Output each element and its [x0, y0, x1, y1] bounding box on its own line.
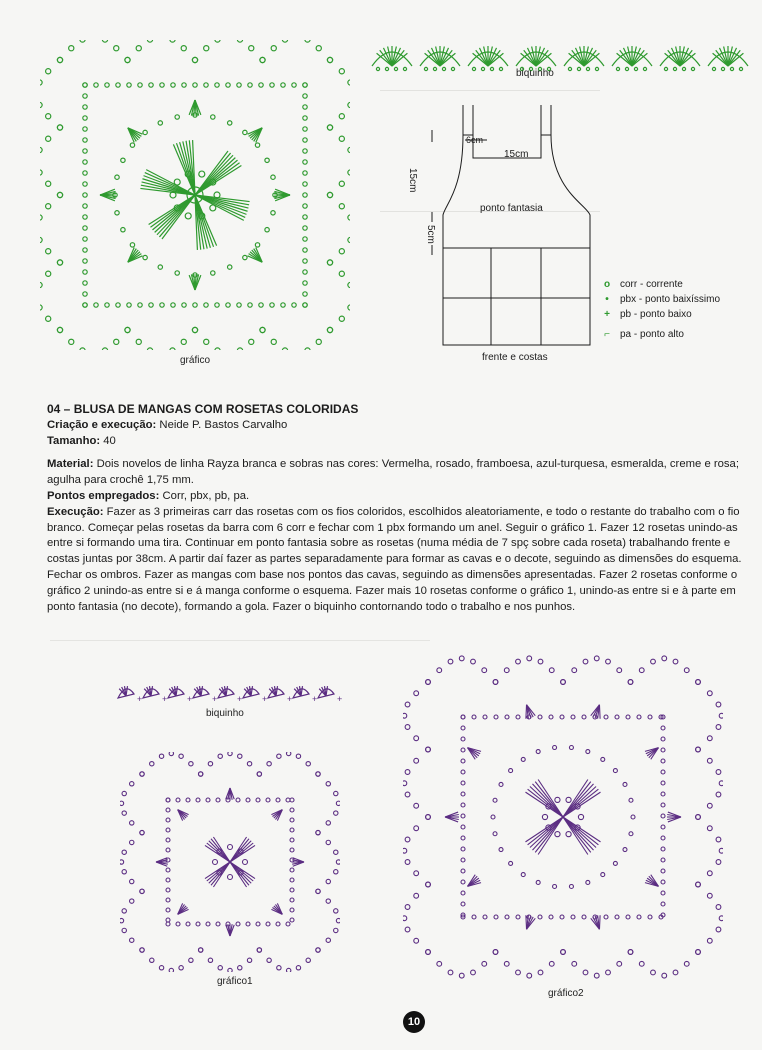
legend-pbx: • pbx - ponto baixíssimo — [600, 294, 720, 305]
dim-5cm-vertical: 5cm — [425, 225, 436, 244]
frente-costas-caption: frente e costas — [482, 352, 548, 363]
article-title: 04 – BLUSA DE MANGAS COM ROSETAS COLORIDAS — [47, 402, 359, 416]
dim-6cm: 6cm — [466, 135, 484, 145]
rosette-chart-grafico2 — [403, 652, 723, 982]
legend-corr: o corr - corrente — [600, 279, 683, 290]
chain-symbol-icon: o — [603, 279, 611, 290]
execution-line: Execução: Fazer as 3 primeiras carr das rosetas com os fios coloridos, escolhidos aleatoriamente, e todo o restante do trabalho com o fio branco. Começar pelas rosetas da barra com 6 corr e fechar com 1 pbx formando um anel. Seguir o gráfico 1. Fazer 12 rosetas unindo-as entre si formando uma tira. Continuar em ponto fantasia sobre as rosetas (numa média de 7 spç sobre cada roseta) trabalhando frente e costas juntas por 38cm. A partir daí fazer as partes separadamente para formar as cavas e o decote, seguindo as dimensões do esquema. Fechar os ombros. Fazer as mangas com base nos pontos das cavas, seguindo as dimensões apresentadas. Fazer 2 rosetas conforme o gráfico 2 unindo-as entre si e á manga conforme o esquema. Fazer mais 10 rosetas conforme o gráfico 1, unindo-as entre si e à parte em ponto fantasia (no decote), formando a gola. Fazer o biquinho contornando todo o trabalho e nos punhos. — [47, 505, 742, 613]
grafico-caption-top: gráfico — [180, 355, 211, 366]
bleed-through-marks-2 — [50, 640, 430, 681]
garment-schematic — [415, 100, 605, 350]
slip-stitch-symbol-icon: • — [605, 294, 609, 305]
biquinho-caption-bottom: biquinho — [206, 708, 244, 719]
svg-text:+: + — [187, 694, 193, 704]
svg-text:+: + — [312, 694, 318, 704]
double-crochet-symbol-icon: ⌐ — [604, 329, 610, 340]
single-crochet-symbol-icon: + — [604, 309, 610, 320]
rosette-chart-grafico1 — [120, 752, 340, 972]
svg-text:+: + — [262, 694, 268, 704]
dim-15cm-horizontal: 15cm — [504, 149, 529, 160]
material-line: Material: Dois novelos de linha Rayza branca e sobras nas cores: Vermelha, rosado, framboesa, azul-turquesa, esmeralda, creme e rosa; agulha para crochê 1,75 mm. — [47, 458, 739, 487]
page-number: 10 — [403, 1011, 425, 1033]
svg-text:+: + — [337, 694, 343, 704]
svg-text:+: + — [162, 694, 168, 704]
rosette-chart-green — [40, 40, 350, 350]
credit-line: Criação e execução: Neide P. Bastos Carvalho — [47, 418, 288, 431]
svg-text:+: + — [137, 694, 143, 704]
svg-text:+: + — [212, 694, 218, 704]
ponto-fantasia-label: ponto fantasia — [480, 203, 543, 214]
grafico1-caption: gráfico1 — [217, 976, 253, 987]
biquinho-border-green — [362, 36, 762, 72]
legend-pb: + pb - ponto baixo — [600, 309, 692, 320]
legend-pa: ⌐ pa - ponto alto — [600, 329, 684, 340]
dim-15cm-vertical: 15cm — [407, 168, 418, 193]
grafico2-caption: gráfico2 — [548, 988, 584, 999]
biquinho-border-purple — [112, 680, 352, 708]
svg-text:+: + — [287, 694, 293, 704]
size-line: Tamanho: 40 — [47, 434, 116, 447]
article-body — [47, 402, 762, 615]
points-line: Pontos empregados: Corr, pbx, pb, pa. — [47, 489, 250, 502]
svg-text:+: + — [237, 694, 243, 704]
biquinho-caption-top: biquinho — [516, 68, 554, 79]
